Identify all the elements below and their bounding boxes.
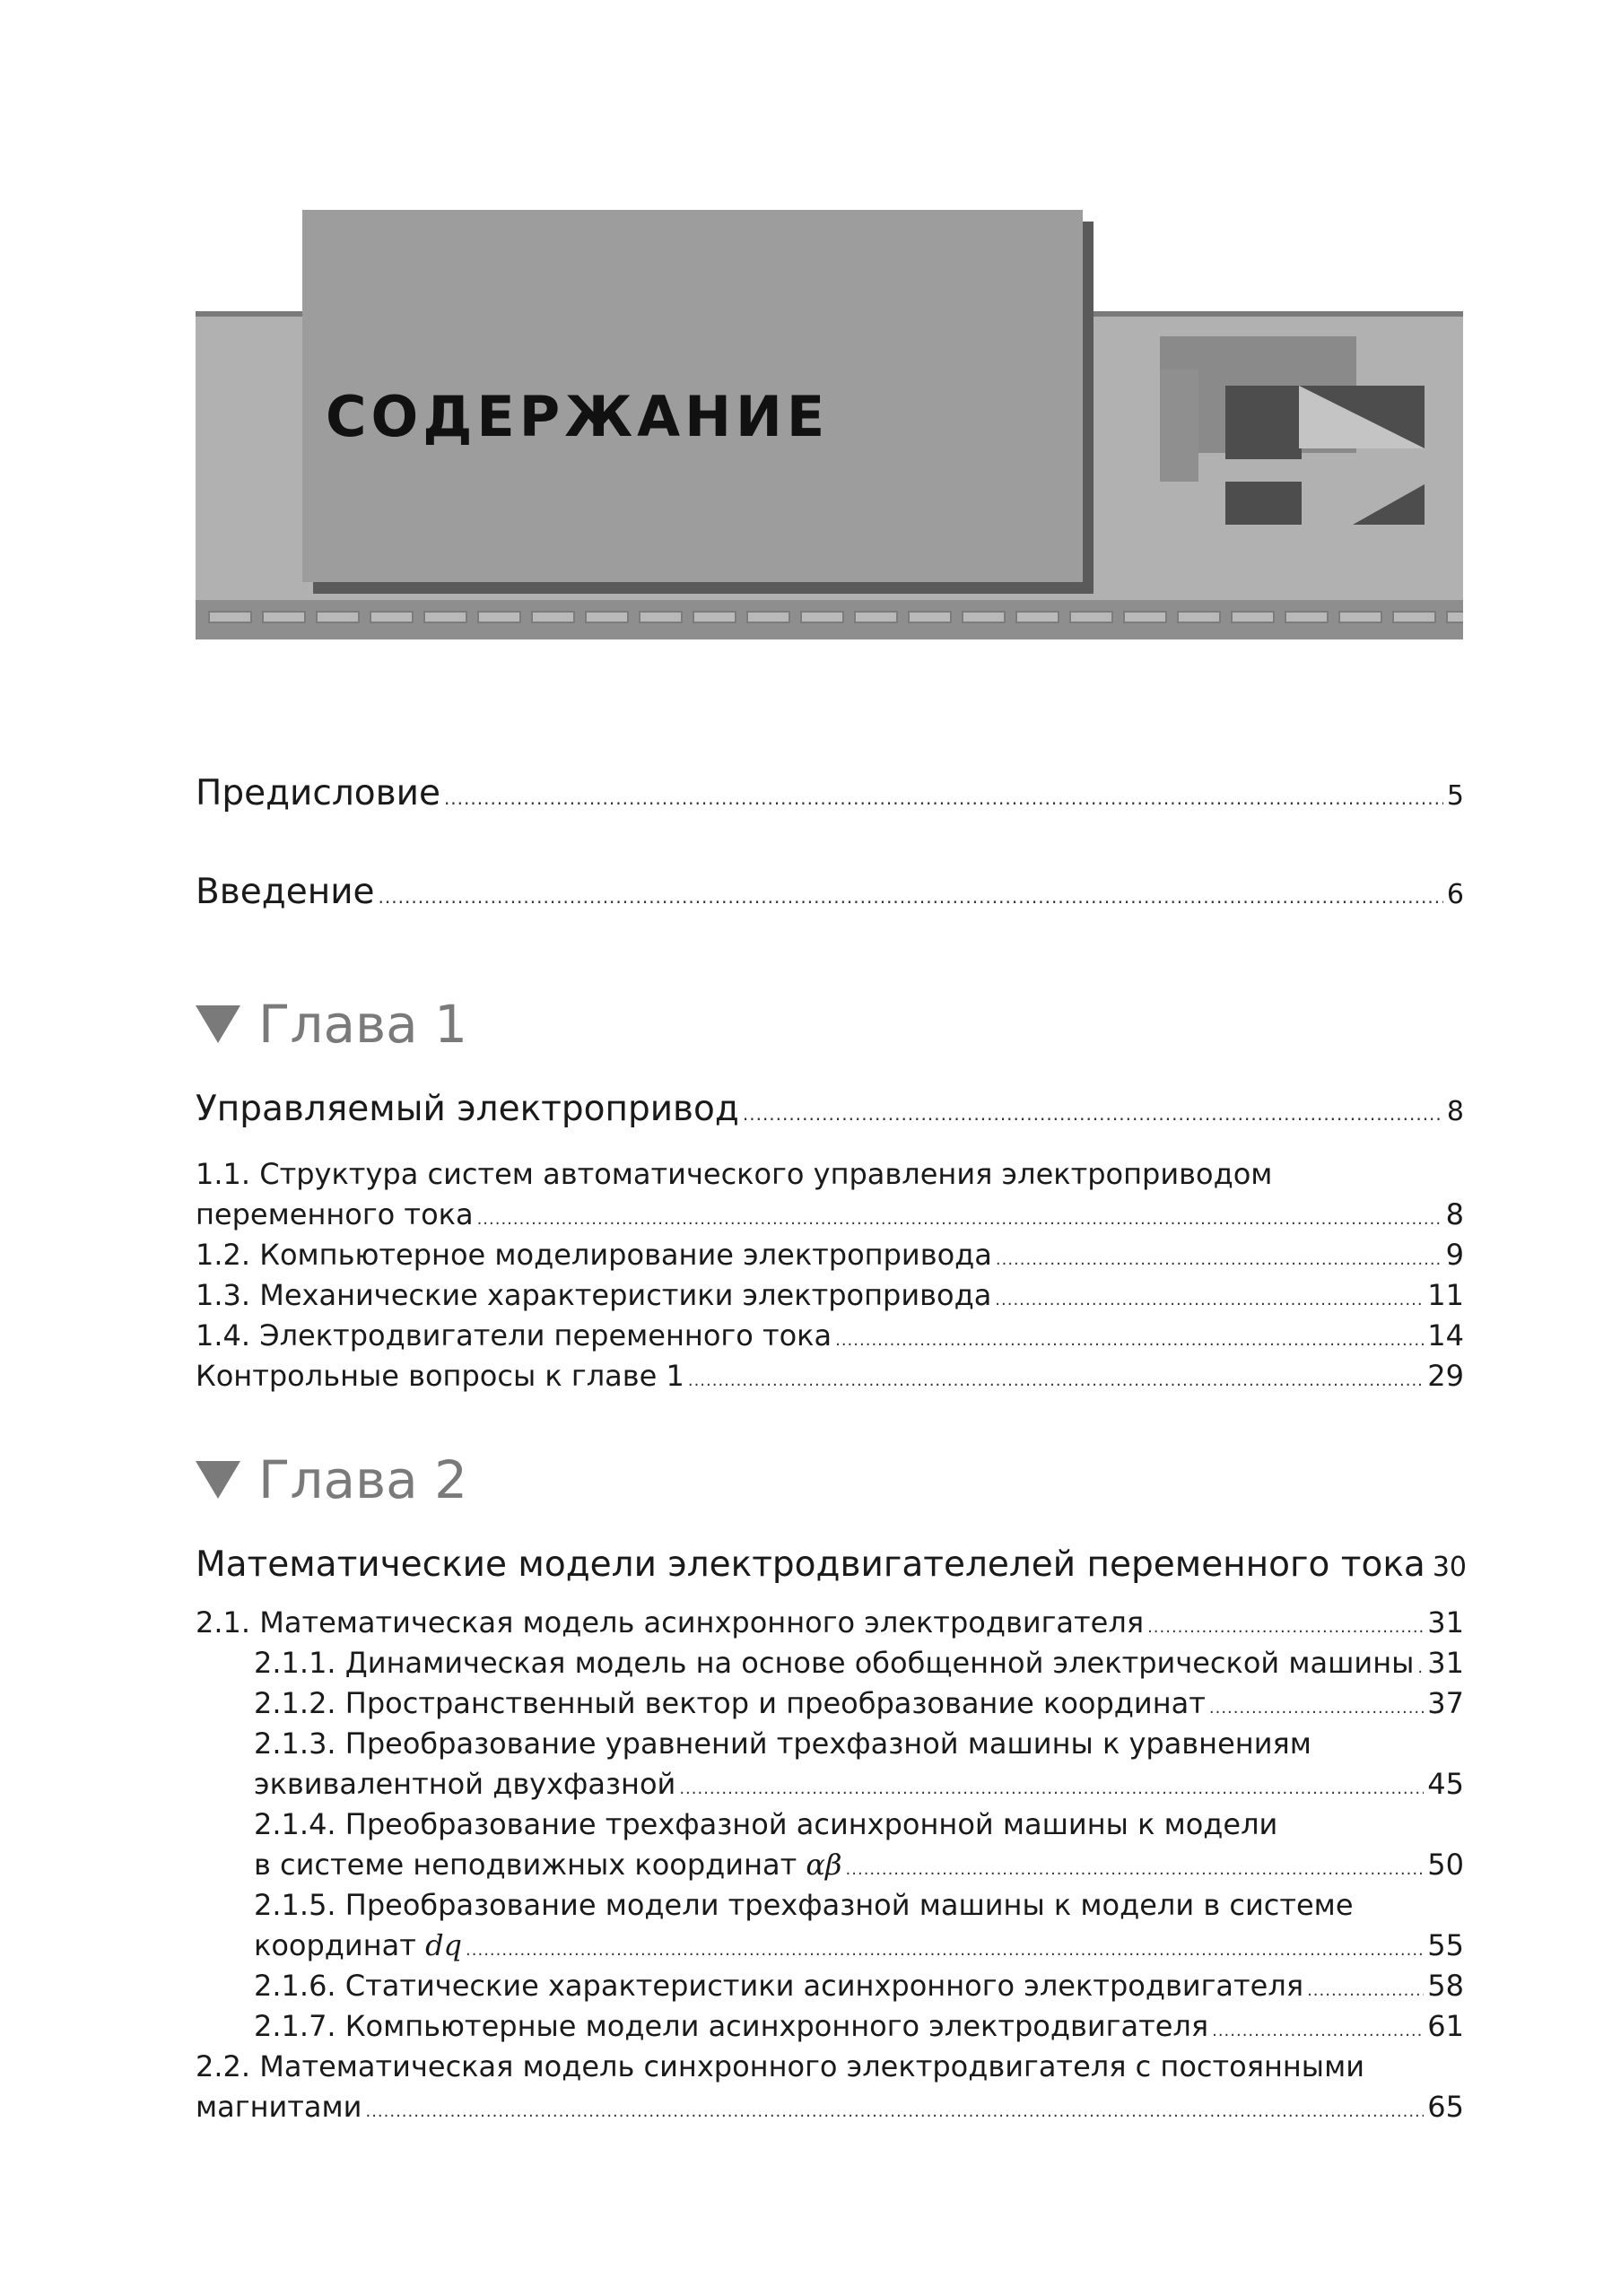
toc-page-number: 31 <box>1427 1605 1464 1639</box>
toc-entry-title: 2.1.1. Динамическая модель на основе обобщенной электрической машины <box>254 1646 1415 1680</box>
toc-entry-introduction[interactable] <box>196 872 1464 912</box>
leader-dots <box>365 2102 1424 2121</box>
toc-entry[interactable] <box>196 1318 1464 1352</box>
toc-page-number: 5 <box>1446 780 1464 812</box>
banner-dot-border <box>196 600 1463 639</box>
leader-dots <box>444 787 1443 809</box>
toc-page-number: 8 <box>1445 1197 1464 1231</box>
toc-entry-title: эквивалентной двухфазной <box>254 1767 676 1801</box>
leader-dots <box>846 1860 1425 1879</box>
toc-entry[interactable] <box>254 1928 1464 1962</box>
page-title: СОДЕРЖАНИЕ <box>326 384 830 449</box>
toc-entry-title: в системе неподвижных координат αβ <box>254 1848 842 1882</box>
toc-page-number: 31 <box>1427 1646 1464 1680</box>
toc-entry-title: 1.4. Электродвигатели переменного тока <box>196 1318 832 1352</box>
leader-dots <box>1212 2022 1424 2040</box>
toc-page-number: 37 <box>1427 1686 1464 1720</box>
toc-entry-line: 1.1. Структура систем автоматического управления электроприводом <box>196 1157 1273 1191</box>
toc-page-number: 9 <box>1445 1238 1464 1272</box>
leader-dots <box>743 1103 1443 1125</box>
toc-page-number: 30 <box>1432 1552 1468 1583</box>
toc-page-number: 14 <box>1427 1318 1464 1352</box>
toc-entry[interactable] <box>254 2009 1464 2043</box>
triangle-down-icon <box>196 1461 240 1499</box>
toc-entry-title: Управляемый электропривод <box>196 1089 739 1129</box>
toc-entry-line: 2.2. Математическая модель синхронного электродвигателя с постоянными <box>196 2049 1364 2083</box>
toc-page-number: 50 <box>1427 1848 1464 1882</box>
banner-triangles <box>1299 386 1425 534</box>
toc-entry-line: 2.1.4. Преобразование трехфазной асинхронной машины к модели <box>254 1807 1278 1841</box>
toc-page-number: 61 <box>1427 2009 1464 2043</box>
toc-entry-preface[interactable] <box>196 773 1464 813</box>
toc-entry-title: Контрольные вопросы к главе 1 <box>196 1359 684 1393</box>
toc-page-number: 65 <box>1427 2090 1464 2124</box>
leader-dots <box>688 1371 1424 1390</box>
toc-entry-title: координат dq <box>254 1928 463 1962</box>
toc-entry[interactable] <box>196 1197 1464 1231</box>
math-symbol: dq <box>425 1928 463 1962</box>
toc-entry-title: 1.2. Компьютерное моделирование электропривода <box>196 1238 992 1272</box>
banner-decoration <box>1225 482 1302 525</box>
toc-page-number: 8 <box>1446 1096 1464 1127</box>
leader-dots <box>1209 1699 1424 1718</box>
toc-entry[interactable] <box>254 1646 1464 1680</box>
toc-page-number: 55 <box>1427 1928 1464 1962</box>
math-symbol: αβ <box>806 1848 842 1882</box>
toc-entry[interactable] <box>254 1767 1464 1801</box>
leader-dots <box>379 886 1443 908</box>
toc-page-number: 29 <box>1427 1359 1464 1393</box>
leader-dots <box>995 1291 1424 1309</box>
leader-dots <box>835 1331 1424 1350</box>
toc-entry-title: 2.1.7. Компьютерные модели асинхронного электродвигателя <box>254 2009 1209 2043</box>
toc-entry-line: 2.1.3. Преобразование уравнений трехфазной машины к уравнениям <box>254 1726 1311 1761</box>
triangle-down-icon <box>196 1005 240 1043</box>
toc-entry-title: Предисловие <box>196 773 440 813</box>
toc-entry-title: переменного тока <box>196 1197 474 1231</box>
toc-page-number: 45 <box>1427 1767 1464 1801</box>
toc-entry[interactable] <box>196 1278 1464 1312</box>
toc-chapter-title[interactable] <box>196 1544 1468 1585</box>
chapter-1-heading <box>196 994 467 1055</box>
toc-entry-line: 2.1.5. Преобразование модели трехфазной машины к модели в системе <box>254 1888 1354 1922</box>
toc-entry[interactable] <box>254 1969 1464 2003</box>
toc-entry-title: 2.1.2. Пространственный вектор и преобразование координат <box>254 1686 1206 1720</box>
leader-dots <box>1147 1618 1424 1637</box>
toc-entry-title: магнитами <box>196 2090 362 2124</box>
toc-entry-title: 1.3. Механические характеристики электропривода <box>196 1278 992 1312</box>
toc-entry[interactable] <box>196 1359 1464 1393</box>
toc-page-number: 11 <box>1427 1278 1464 1312</box>
chapter-label: Глава 2 <box>258 1449 468 1510</box>
toc-entry[interactable] <box>196 1238 1464 1272</box>
toc-entry[interactable] <box>254 1848 1464 1882</box>
toc-entry[interactable] <box>254 1686 1464 1720</box>
leader-dots <box>996 1250 1442 1269</box>
leader-dots <box>679 1779 1424 1798</box>
toc-page-number: 6 <box>1446 879 1464 910</box>
toc-entry[interactable] <box>196 2090 1464 2124</box>
leader-dots <box>477 1210 1442 1229</box>
toc-entry-title: 2.1.6. Статические характеристики асинхронного электродвигателя <box>254 1969 1304 2003</box>
leader-dots <box>1417 1658 1424 1677</box>
leader-dots <box>1307 1981 1424 2000</box>
toc-entry-title: Математические модели электродвигателелей переменного тока <box>196 1544 1425 1585</box>
banner-decoration <box>1160 370 1198 482</box>
toc-entry[interactable] <box>196 1605 1464 1639</box>
toc-entry-title: 2.1. Математическая модель асинхронного электродвигателя <box>196 1605 1145 1639</box>
toc-page-number: 58 <box>1427 1969 1464 2003</box>
leader-dots <box>466 1941 1424 1960</box>
toc-chapter-title[interactable] <box>196 1089 1464 1129</box>
chapter-2-heading <box>196 1449 467 1510</box>
banner-decoration <box>1225 386 1302 459</box>
toc-entry-title: Введение <box>196 872 375 912</box>
chapter-label: Глава 1 <box>258 994 468 1055</box>
